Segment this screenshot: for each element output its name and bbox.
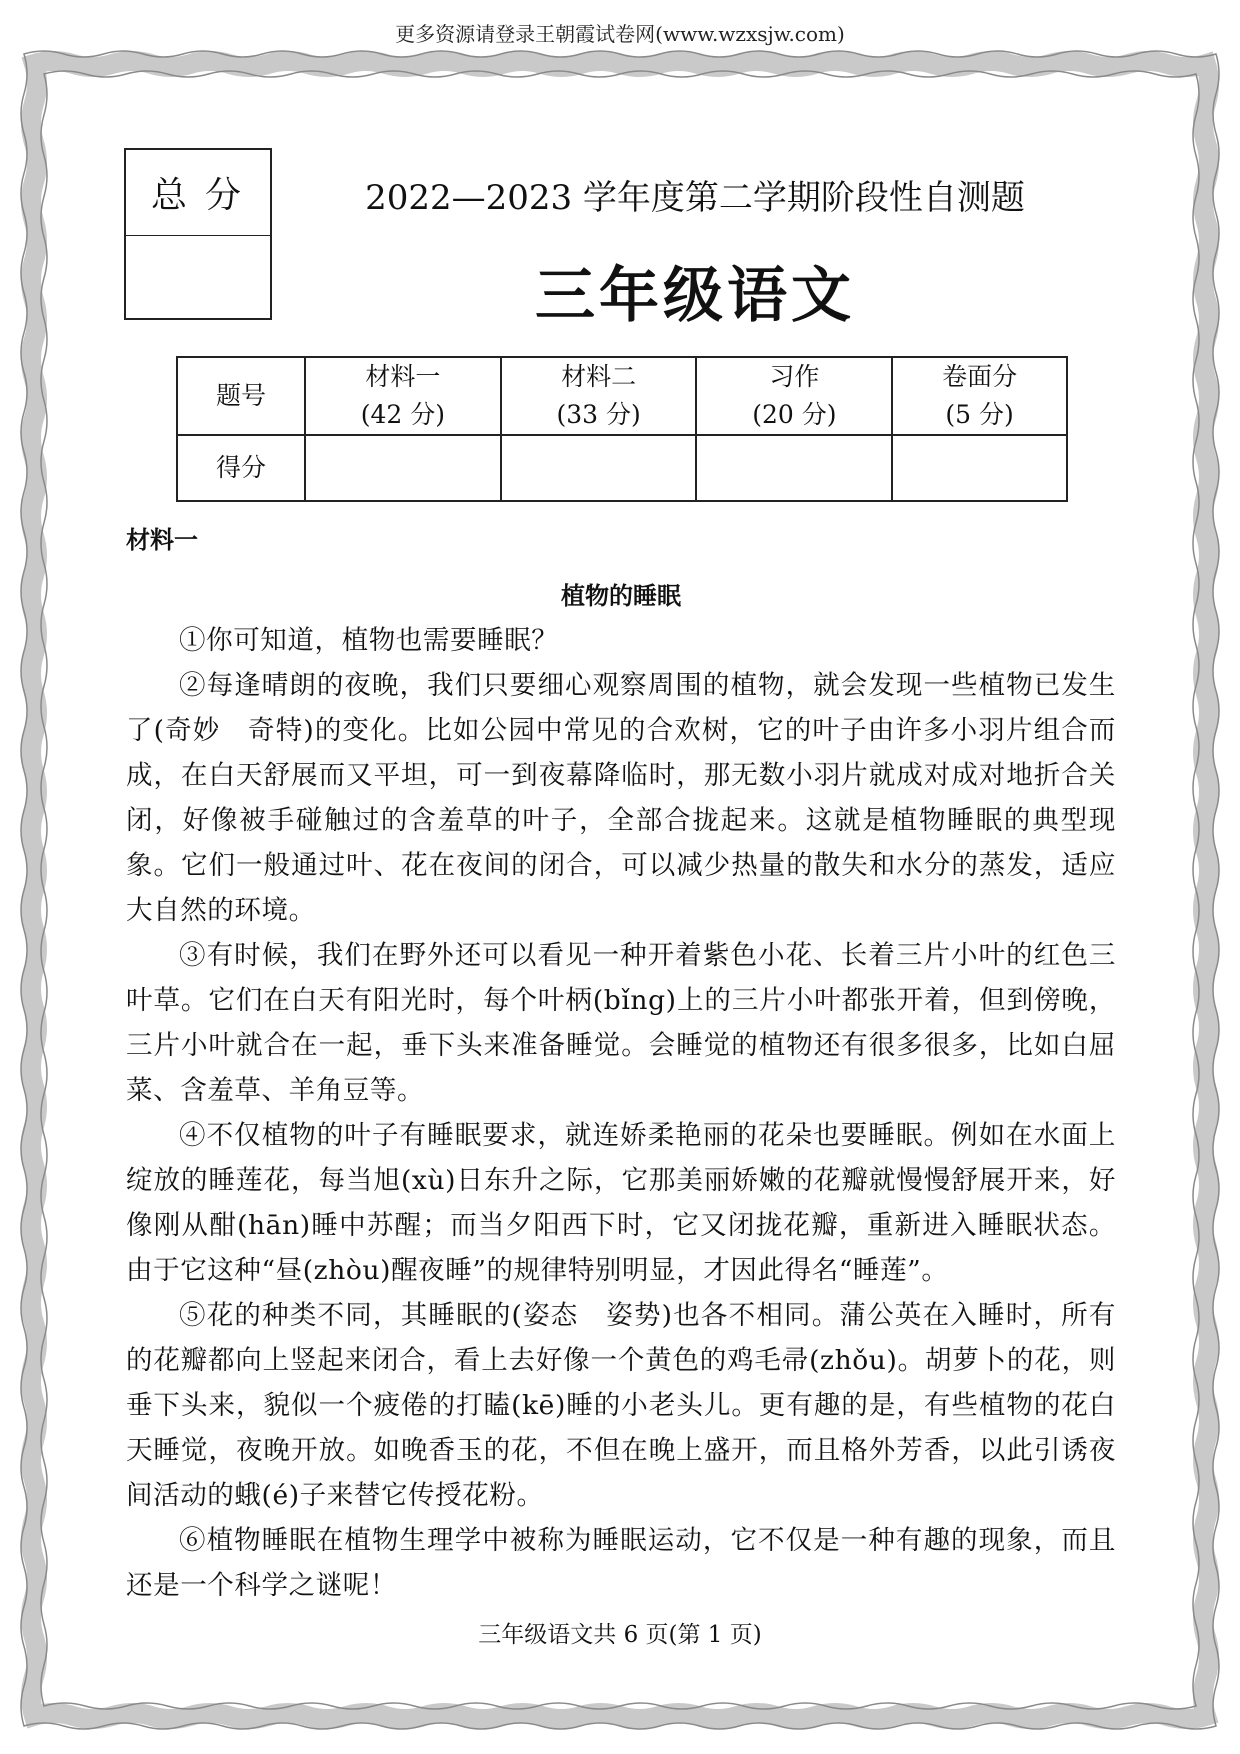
column-name: 材料二 [561, 362, 637, 391]
column-material-2 [501, 357, 697, 435]
section-label: 材料一 [126, 526, 198, 554]
question-number-header: 题号 [177, 357, 305, 435]
column-points: (33 分) [556, 400, 641, 429]
paragraph: ①你可知道，植物也需要睡眠？ [179, 625, 559, 656]
score-table [176, 356, 1068, 502]
column-name: 材料一 [365, 362, 441, 391]
score-row-header: 得分 [177, 435, 305, 501]
article-title: 植物的睡眠 [561, 582, 681, 610]
exam-title: 2022—2023 学年度第二学期阶段性自测题 [365, 178, 1025, 218]
column-points: (42 分) [360, 400, 445, 429]
column-points: (20 分) [752, 400, 837, 429]
subject-title: 三年级语文 [535, 261, 855, 331]
header-note: 更多资源请登录王朝霞试卷网(www.wzxsjw.com) [395, 22, 845, 46]
score-cell-neatness [892, 435, 1067, 501]
total-score-label: 总分 [126, 150, 270, 236]
column-name: 习作 [769, 362, 820, 391]
score-cell-material-1 [305, 435, 501, 501]
column-material-1 [305, 357, 501, 435]
score-cell-material-2 [501, 435, 697, 501]
score-table-header-row [177, 357, 1067, 435]
total-score-box [124, 148, 272, 320]
paragraph: ⑥植物睡眠在植物生理学中被称为睡眠运动，它不仅是一种有趣的现象，而且还是一个科学之谜呢！ [126, 1525, 1116, 1601]
score-cell-composition [696, 435, 892, 501]
column-name: 卷面分 [942, 362, 1018, 391]
column-points: (5 分) [945, 400, 1014, 429]
paragraph: ⑤花的种类不同，其睡眠的(姿态 姿势)也各不相同。蒲公英在入睡时，所有的花瓣都向上竖起来闭合，看上去好像一个黄色的鸡毛帚(zhǒu)。胡萝卜的花，则垂下头来，貌似一个疲倦的打瞌(kē)睡的小老头儿。更有趣的是，有些植物的花白天睡觉，夜晚开放。如晚香玉的花，不但在晚上盛开，而且格外芳香，以此引诱夜间活动的蛾(é)子来替它传授花粉。 [126, 1300, 1116, 1511]
page-footer: 三年级语文共 6 页(第 1 页) [478, 1622, 762, 1648]
paragraph: ②每逢晴朗的夜晚，我们只要细心观察周围的植物，就会发现一些植物已发生了(奇妙 奇特)的变化。比如公园中常见的合欢树，它的叶子由许多小羽片组合而成，在白天舒展而又平坦，可一到夜幕降临时，那无数小羽片就成对成对地折合关闭，好像被手碰触过的含羞草的叶子，全部合拢起来。这就是植物睡眠的典型现象。它们一般通过叶、花在夜间的闭合，可以减少热量的散失和水分的蒸发，适应大自然的环境。 [126, 670, 1116, 926]
score-table-score-row [177, 435, 1067, 501]
paragraph: ③有时候，我们在野外还可以看见一种开着紫色小花、长着三片小叶的红色三叶草。它们在白天有阳光时，每个叶柄(bǐng)上的三片小叶都张开着，但到傍晚，三片小叶就合在一起，垂下头来准备睡觉。会睡觉的植物还有很多很多，比如白屈菜、含羞草、羊角豆等。 [126, 940, 1116, 1106]
article-body [126, 618, 1116, 1608]
column-neatness [892, 357, 1067, 435]
column-composition [696, 357, 892, 435]
total-score-blank [126, 236, 270, 320]
paragraph: ④不仅植物的叶子有睡眠要求，就连娇柔艳丽的花朵也要睡眠。例如在水面上绽放的睡莲花，每当旭(xù)日东升之际，它那美丽娇嫩的花瓣就慢慢舒展开来，好像刚从酣(hān)睡中苏醒；而当夕阳西下时，它又闭拢花瓣，重新进入睡眠状态。由于它这种“昼(zhòu)醒夜睡”的规律特别明显，才因此得名“睡莲”。 [126, 1120, 1116, 1286]
